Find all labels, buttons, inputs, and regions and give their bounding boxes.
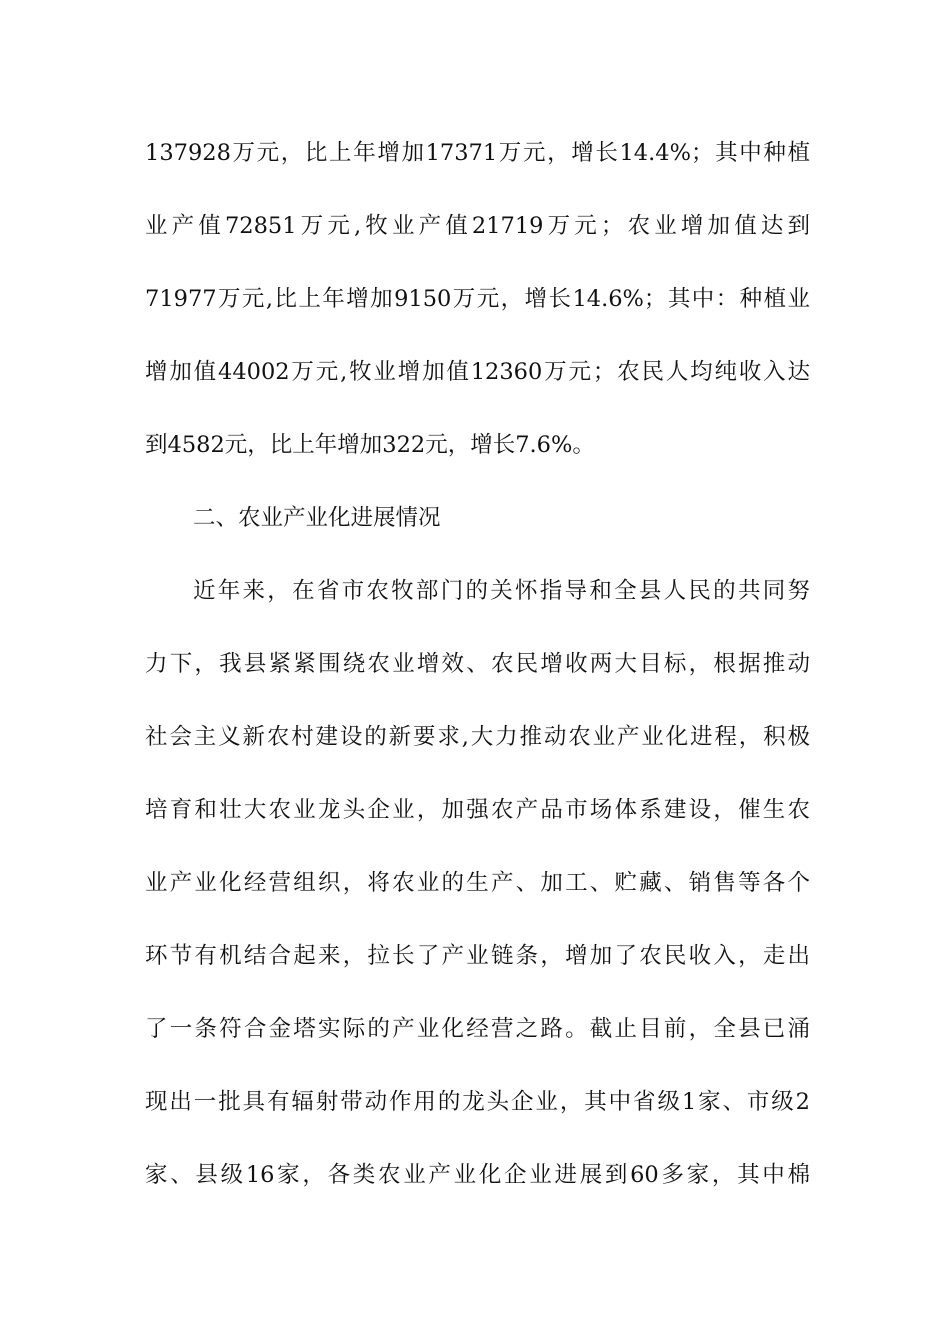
text-line-7: 近年来，在省市农牧部门的关怀指导和全县人民的共同努: [193, 578, 810, 604]
section-heading: 二、农业产业化进展情况: [193, 505, 441, 531]
text-line-13: 了一条符合金塔实际的产业化经营之路。截止目前，全县已涌: [145, 1016, 810, 1042]
text-line-12: 环节有机结合起来，拉长了产业链条，增加了农民收入，走出: [145, 943, 810, 969]
text-line-11: 业产业化经营组织，将农业的生产、加工、贮藏、销售等各个: [145, 870, 810, 896]
text-line-9: 社会主义新农村建设的新要求,大力推动农业产业化进程，积极: [145, 724, 810, 750]
text-line-8: 力下，我县紧紧围绕农业增效、农民增收两大目标，根据推动: [145, 651, 810, 677]
text-line-14: 现出一批具有辐射带动作用的龙头企业，其中省级1家、市级2: [145, 1089, 810, 1115]
text-line-15: 家、县级16家，各类农业产业化企业进展到60多家，其中棉: [145, 1162, 810, 1188]
text-line-10: 培育和壮大农业龙头企业，加强农产品市场体系建设，催生农: [145, 797, 810, 823]
text-line-5: 到4582元，比上年增加322元，增长7.6%。: [145, 432, 595, 458]
text-line-3: 71977万元,比上年增加9150万元，增长14.6%；其中：种植业: [145, 286, 810, 312]
text-line-1: 137928万元，比上年增加17371万元，增长14.4%；其中种植: [145, 140, 810, 166]
text-line-2: 业产值72851万元,牧业产值21719万元；农业增加值达到: [145, 213, 810, 239]
text-line-4: 增加值44002万元,牧业增加值12360万元；农民人均纯收入达: [145, 359, 810, 385]
